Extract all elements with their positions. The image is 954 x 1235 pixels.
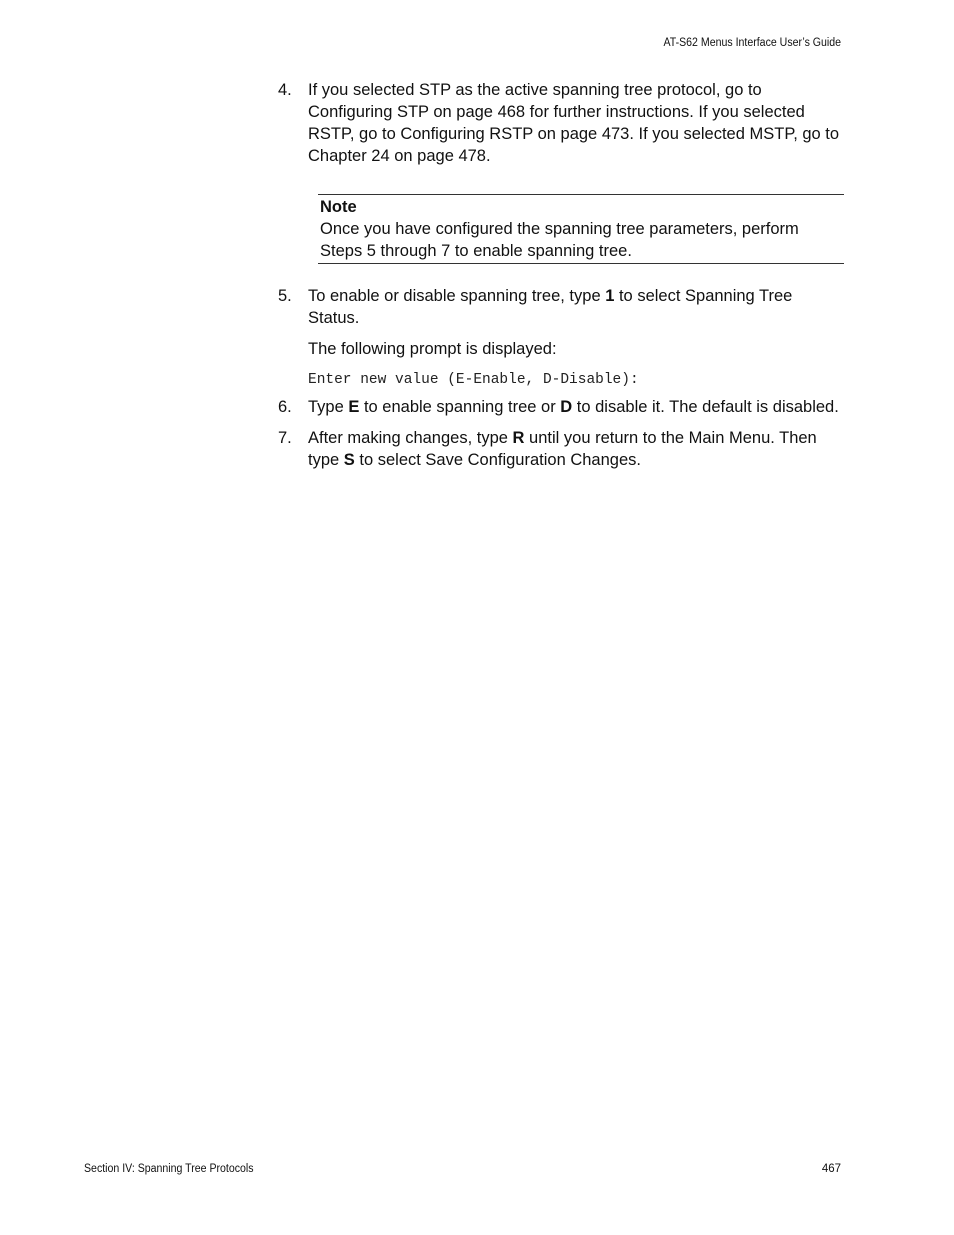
step-text-part: to select Save Configuration Changes. [354, 451, 641, 469]
step-text-part: Type [308, 398, 349, 416]
step-6 [278, 396, 848, 418]
step-text-part: To enable or disable spanning tree, type [308, 287, 606, 305]
step-text [308, 285, 848, 329]
step-number: 7. [278, 429, 292, 447]
key-name: D [560, 398, 573, 416]
prompt-text: Enter new value (E-Enable, D-Disable): [308, 372, 639, 388]
key-name: R [512, 429, 525, 447]
step-number: 5. [278, 287, 292, 305]
page-content [278, 79, 848, 471]
step-text [308, 396, 848, 418]
running-header: AT-S62 Menus Interface User’s Guide [663, 37, 841, 49]
step-text-part: After making changes, type [308, 429, 513, 447]
step-text-part: to disable it. The default is disabled. [572, 398, 839, 416]
step-text: If you selected STP as the active spanning tree protocol, go to Configuring STP on page 468 for further instructions. If you selected RSTP, go to Configuring RSTP on page 473. If you selected MSTP, go to Chapter 24 on page 478. [308, 81, 840, 165]
step-text [308, 427, 848, 471]
page-number: 467 [821, 1163, 841, 1175]
followup-text: The following prompt is displayed: [308, 340, 557, 358]
step-number: 4. [278, 81, 292, 99]
step-text-part: until you return to the Main Menu. Then type [308, 429, 817, 469]
step-7 [278, 427, 848, 471]
step-number: 6. [278, 398, 292, 416]
step-4 [278, 79, 848, 167]
footer-section: Section IV: Spanning Tree Protocols [84, 1163, 254, 1175]
note-title: Note [320, 198, 357, 216]
note-box [318, 194, 844, 264]
step-text-part: to select Spanning Tree Status. [308, 287, 793, 327]
key-name: S [343, 451, 355, 469]
step-5 [278, 285, 848, 329]
step-text-part: to enable spanning tree or [359, 398, 561, 416]
note-text: Once you have configured the spanning tree parameters, perform Steps 5 through 7 to enable spanning tree. [320, 220, 799, 260]
key-name: E [348, 398, 360, 416]
key-name: 1 [605, 287, 615, 305]
